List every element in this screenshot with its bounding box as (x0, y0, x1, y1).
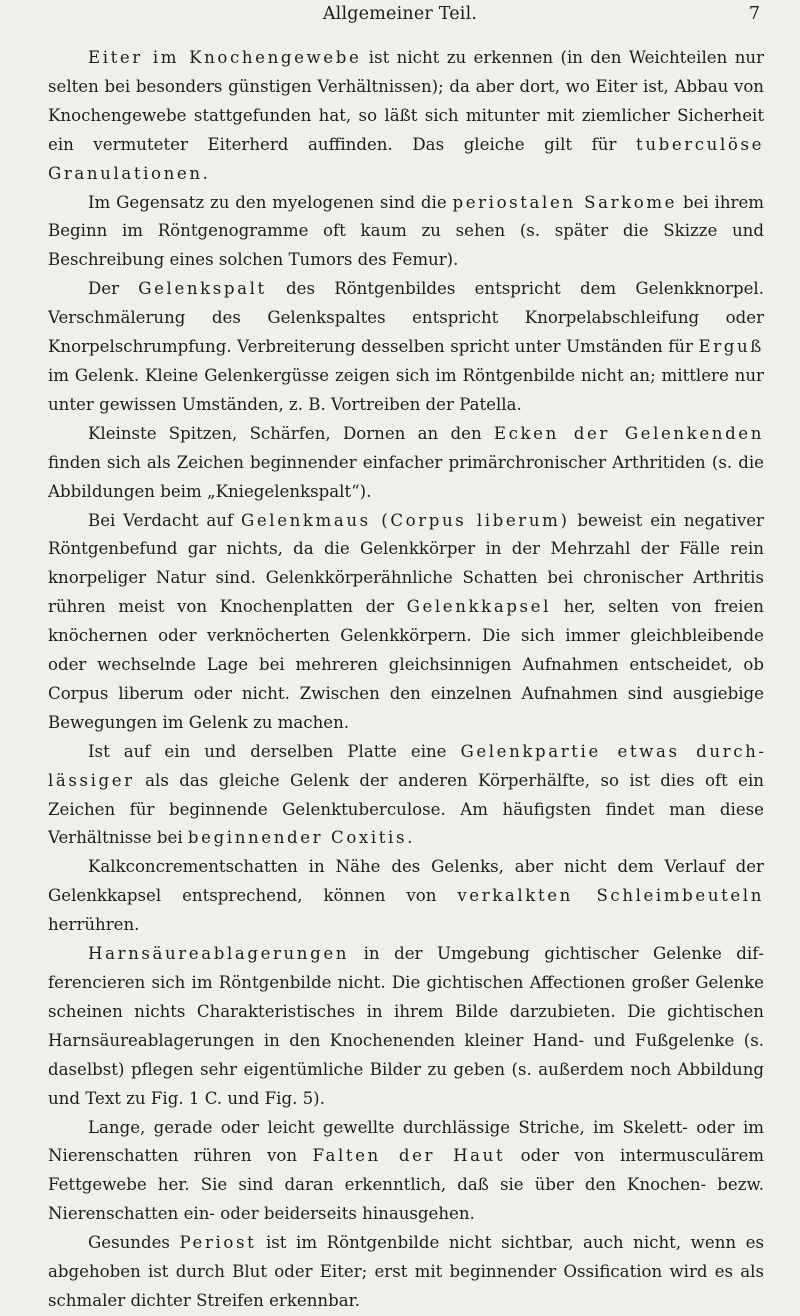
text-run: Kalkconcrementschatten in Nähe des Gelenks, aber nicht dem Verlauf der Gelenkkapsel entsprechend, können von (48, 857, 764, 906)
text-run: beweist ein negativer Röntgenbefund gar nichts, da die Gelenkkörper in der Mehrzahl der Fälle rein knorpeliger Natur sind. Gelenkkörperähnliche Schatten bei chronischer Arthritis rühren meist von Knochenplatten der (48, 510, 764, 617)
spaced-term: verkalkten Schleimbeuteln (457, 886, 764, 906)
spaced-term: Gelenkpartie etwas durchlässiger (48, 741, 764, 790)
text-run: herrühren. (48, 915, 140, 935)
text-run: Ist auf ein und derselben Platte eine (88, 741, 461, 761)
paragraph-gelenkpartie (48, 738, 764, 854)
spaced-term: Erguß (698, 337, 764, 357)
text-run: finden sich als Zeichen beginnender einfacher primärchronischer Arthritiden (s. die Abbildungen beim „Kniegelenkspalt“). (48, 452, 764, 501)
paragraph-gelenkenden (48, 420, 764, 507)
running-title: Allgemeiner Teil. (322, 4, 478, 24)
spaced-term: Falten der Haut (312, 1146, 506, 1166)
spaced-term: Ecken der Gelenkenden (493, 423, 765, 443)
running-header (0, 4, 800, 34)
spaced-term: beginnender Coxitis (187, 828, 408, 848)
spaced-term: Eiter im Knochengewebe (88, 48, 362, 67)
spaced-term: periostalen Sarkome (452, 192, 678, 212)
spaced-term: Periost (179, 1233, 257, 1253)
spaced-term: Harnsäureablagerungen (88, 944, 350, 964)
text-run: bei ihrem Beginn im Röntgenogramme oft kaum zu sehen (s. später die Skizze und Beschreibung eines solchen Tumors des Femur). (48, 192, 765, 270)
paragraph-sarkome (48, 189, 764, 276)
paragraph-gelenkspalt (48, 275, 764, 420)
text-run: als das gleiche Gelenk der anderen Körperhälfte, so ist dies oft ein Zeichen für beginnende Gelenktuberculose. Am häufigsten findet man diese Verhältnisse bei (48, 770, 764, 848)
text-run: in der Umgebung gichtischer Gelenke differencieren sich im Röntgenbilde nicht. Die gichtischen Affectionen großer Gelenke scheinen nichts Charakteristisches in ihrem Bilde darzubieten. Die gichtischen Harnsäureablagerungen in den Knochenenden kleiner Hand- und Fußgelenke (s. daselbst) pflegen sehr eigentümliche Bilder zu geben (s. außerdem noch Abbildung und Text zu Fig. 1 C. und Fig. 5). (48, 944, 764, 1108)
text-run: oder von intermusculärem Fettgewebe her. Sie sind daran erkenntlich, daß sie über den Knochen- bezw. Nierenschatten ein- oder beiderseits hinausgehen. (48, 1146, 764, 1224)
paragraph-eiter (48, 44, 764, 189)
page-number: 7 (748, 4, 760, 24)
paragraph-gelenkmaus (48, 507, 764, 738)
paragraph-schleimbeutel (48, 853, 764, 940)
spaced-term: tuberculöse Granulationen (48, 134, 764, 183)
paragraph-periost (48, 1229, 764, 1316)
text-run: . (407, 828, 413, 848)
body-text (48, 44, 764, 1316)
text-run: Lange, gerade oder leicht gewellte durchlässige Striche, im Skelett- oder im Nierenschatten rühren von (48, 1117, 764, 1166)
text-run: des Röntgenbildes entspricht dem Gelenkknorpel. Verschmälerung des Gelenkspaltes entspricht Knorpelabschleifung oder Knorpelschrumpfung. Verbreiterung desselben spricht unter Umständen für (48, 279, 764, 357)
text-run: . (202, 163, 208, 183)
text-run: Bei Verdacht auf (88, 510, 242, 530)
spaced-term: Gelenkmaus (Corpus liberum) (241, 510, 570, 530)
text-run: im Gelenk. Kleine Gelenkergüsse zeigen sich im Röntgenbilde nicht an; mittlere nur unter gewissen Umständen, z. B. Vortreiben der Patella. (48, 365, 764, 414)
spaced-term: Gelenkkapsel (406, 597, 551, 617)
text-run: her, selten von freien knöchernen oder verknöcherten Gelenkkörpern. Die sich immer gleichbleibende oder wechselnde Lage bei mehreren gleichsinnigen Aufnahmen entscheidet, ob Corpus liberum oder nicht. Zwischen den einzelnen Aufnahmen sind ausgiebige Bewegungen im Gelenk zu machen. (48, 597, 764, 732)
paragraph-harnsaeure (48, 940, 764, 1113)
text-run: ist im Röntgenbilde nicht sichtbar, auch nicht, wenn es abgehoben ist durch Blut oder Eiter; erst mit beginnender Ossification wird es als schmaler dichter Streifen erkennbar. (48, 1233, 764, 1310)
text-run: ist nicht zu erkennen (in den Weichteilen nur selten bei besonders günstigen Verhältnissen); da aber dort, wo Eiter ist, Abbau von Knochengewebe stattgefunden hat, so läßt sich mitunter mit ziemlicher Sicherheit ein vermuteter Eiterherd auffinden. Das gleiche gilt für (48, 48, 765, 154)
text-run: Kleinste Spitzen, Schärfen, Dornen an den (88, 423, 494, 443)
text-run: Gesundes (88, 1233, 180, 1253)
text-run: Im Gegensatz zu den myelogenen sind die (88, 192, 453, 212)
text-run: Der (88, 279, 139, 299)
spaced-term: Gelenkspalt (138, 279, 267, 299)
